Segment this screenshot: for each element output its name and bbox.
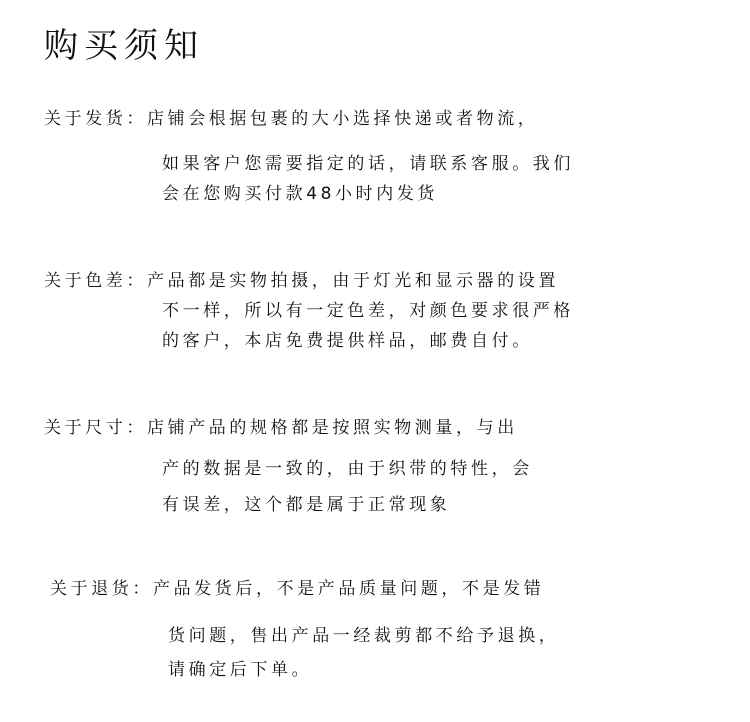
section-color-label: 关于色差： <box>44 271 147 291</box>
section-size-line-1 <box>44 413 518 438</box>
section-color-line-1 <box>44 266 559 291</box>
section-size-text-1: 店铺产品的规格都是按照实物测量，与出 <box>147 418 518 438</box>
section-shipping-line-1 <box>44 104 538 129</box>
page-title: 购买须知 <box>44 26 204 66</box>
section-returns-text-2: 货问题，售出产品一经裁剪都不给予退换， <box>168 626 560 646</box>
section-shipping-text-2: 如果客户您需要指定的话，请联系客服。我们 <box>162 154 574 174</box>
section-returns-label: 关于退货： <box>50 579 153 599</box>
section-returns-text-3: 请确定后下单。 <box>168 660 313 680</box>
section-color-text-3: 的客户，本店免费提供样品，邮费自付。 <box>162 331 533 351</box>
section-shipping-label: 关于发货： <box>44 109 147 129</box>
section-shipping-text-1: 店铺会根据包裹的大小选择快递或者物流， <box>147 109 539 129</box>
section-size-label: 关于尺寸： <box>44 418 147 438</box>
section-shipping-text-3: 会在您购买付款48小时内发货 <box>162 184 439 204</box>
section-size-text-2: 产的数据是一致的，由于织带的特性，会 <box>162 459 533 479</box>
section-size-text-3: 有误差，这个都是属于正常现象 <box>162 495 451 515</box>
section-returns-line-1 <box>50 574 544 599</box>
section-returns-text-1: 产品发货后，不是产品质量问题，不是发错 <box>153 579 545 599</box>
section-color-text-2: 不一样，所以有一定色差，对颜色要求很严格 <box>162 301 574 321</box>
section-color-text-1: 产品都是实物拍摄，由于灯光和显示器的设置 <box>147 271 559 291</box>
